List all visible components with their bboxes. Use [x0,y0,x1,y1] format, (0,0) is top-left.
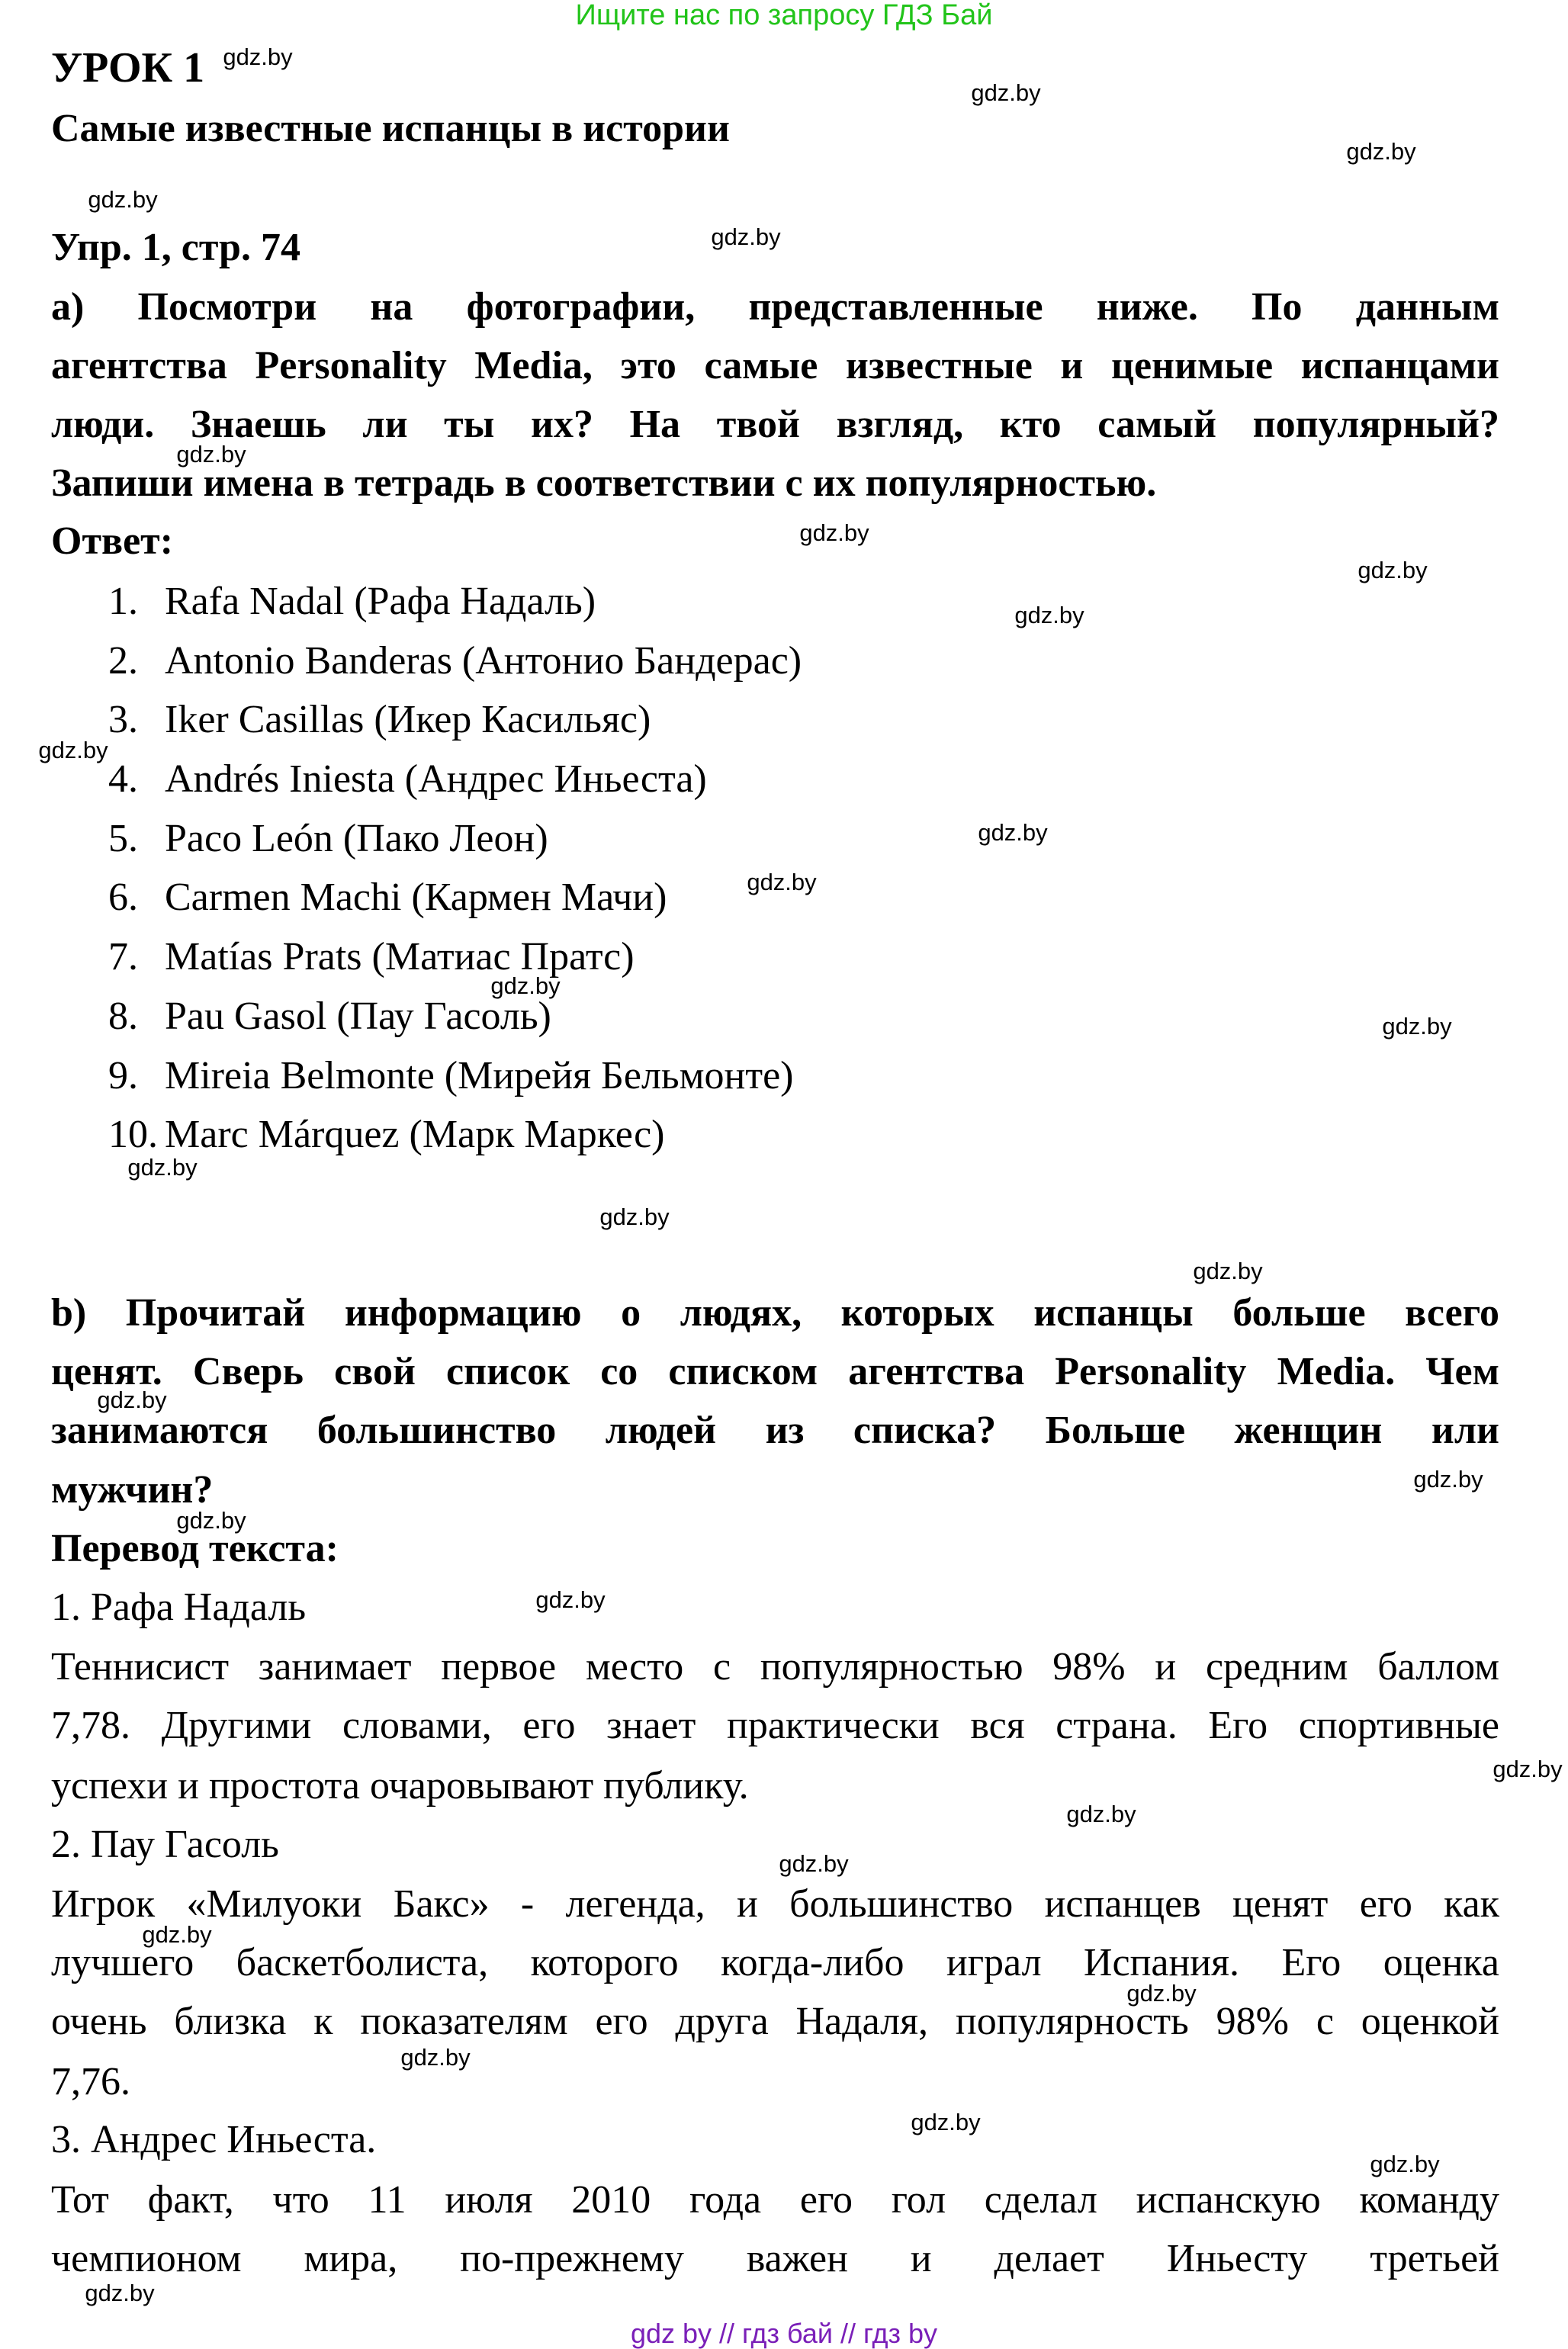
list-number: 1. [108,580,138,623]
watermark: gdz.by [971,79,1041,106]
watermark: gdz.by [1492,1756,1563,1782]
paragraph-line: 7,78. Другими словами, его знает практически вся страна. Его спортивные [51,1704,1499,1747]
watermark: gdz.by [599,1203,670,1230]
task-a-line: люди. Знаешь ли ты их? На твой взгляд, кто самый популярный? [51,403,1499,446]
watermark: gdz.by [223,43,293,70]
list-number: 7. [108,935,138,978]
list-number: 5. [108,817,138,860]
watermark: gdz.by [1382,1013,1452,1040]
list-number: 3. [108,698,138,741]
watermark: gdz.by [490,972,561,999]
task-a-line: агентства Personality Media, это самые известные и ценимые испанцами [51,344,1499,387]
watermark: gdz.by [911,2109,981,2135]
list-item: Paco León (Пако Леон) [165,817,548,860]
list-item: Matías Prats (Матиас Пратс) [165,935,635,978]
watermark: gdz.by [1413,1466,1483,1493]
task-a-line: Запиши имена в тетрадь в соответствии с их популярностью. [51,461,1157,505]
paragraph-line: Теннисист занимает первое место с популярностью 98% и средним баллом [51,1645,1499,1689]
watermark: gdz.by [535,1586,606,1613]
watermark: gdz.by [747,869,817,895]
paragraph-line: успехи и простота очаровывают публику. [51,1764,749,1808]
list-item: Rafa Nadal (Рафа Надаль) [165,580,596,623]
list-item: Antonio Banderas (Антонио Бандерас) [165,639,802,683]
watermark: gdz.by [176,1507,246,1534]
person-heading: 3. Андрес Иньеста. [51,2118,377,2161]
list-item: Pau Gasol (Пау Гасоль) [165,995,551,1038]
watermark: gdz.by [799,519,869,546]
list-item: Mireia Belmonte (Мирейя Бельмонте) [165,1054,794,1097]
watermark: gdz.by [85,2280,155,2306]
list-number: 4. [108,757,138,801]
watermark: gdz.by [400,2044,471,2071]
paragraph-line: Игрок «Милуоки Бакс» - легенда, и большинство испанцев ценят его как [51,1882,1499,1926]
watermark: gdz.by [1358,557,1428,583]
answer-label: Ответ: [51,519,174,563]
lesson-subtitle: Самые известные испанцы в истории [51,107,730,150]
task-b-line: мужчин? [51,1468,214,1512]
watermark: gdz.by [978,819,1048,846]
watermark: gdz.by [142,1921,212,1948]
task-a-line: а) Посмотри на фотографии, представленные ниже. По данным [51,285,1499,329]
watermark: gdz.by [38,737,108,763]
watermark: gdz.by [711,223,781,250]
paragraph-line: чемпионом мира, по-прежнему важен и делает Иньесту третьей [51,2237,1499,2280]
list-item: Carmen Machi (Кармен Мачи) [165,876,667,919]
watermark: gdz.by [1014,602,1084,628]
watermark: gdz.by [1346,138,1416,165]
watermark: gdz.by [88,186,158,213]
footer-banner: gdz by // гдз бай // гдз by [630,2318,938,2349]
lesson-title: УРОК 1 [51,44,205,92]
paragraph-line: Тот факт, что 11 июля 2010 года его гол сделал испанскую команду [51,2178,1499,2222]
task-b-line: занимаются большинство людей из списка? Больше женщин или [51,1409,1499,1452]
watermark: gdz.by [127,1154,198,1181]
list-number: 2. [108,639,138,683]
translation-label: Перевод текста: [51,1527,339,1570]
paragraph-line: 7,76. [51,2060,130,2103]
task-b-line: b) Прочитай информацию о людях, которых испанцы больше всего [51,1291,1499,1335]
list-number: 8. [108,995,138,1038]
header-banner: Ищите нас по запросу ГДЗ Бай [575,0,993,31]
list-item: Andrés Iniesta (Андрес Иньеста) [165,757,707,801]
exercise-heading: Упр. 1, стр. 74 [51,226,300,269]
paragraph-line: очень близка к показателям его друга Надаля, популярность 98% с оценкой [51,2000,1499,2043]
watermark: gdz.by [1370,2151,1440,2177]
list-number: 10. [108,1113,158,1156]
list-item: Marc Márquez (Марк Маркес) [165,1113,665,1156]
person-heading: 1. Рафа Надаль [51,1586,307,1629]
watermark: gdz.by [779,1850,849,1877]
watermark: gdz.by [97,1387,167,1413]
task-b-line: ценят. Сверь свой список со списком агентства Personality Media. Чем [51,1350,1499,1393]
watermark: gdz.by [1193,1258,1263,1284]
watermark: gdz.by [1066,1801,1136,1827]
person-heading: 2. Пау Гасоль [51,1823,279,1866]
watermark: gdz.by [1126,1980,1197,2007]
watermark: gdz.by [176,441,246,468]
list-number: 9. [108,1054,138,1097]
list-number: 6. [108,876,138,919]
list-item: Iker Casillas (Икер Касильяс) [165,698,651,741]
paragraph-line: лучшего баскетболиста, которого когда-либо играл Испания. Его оценка [51,1941,1499,1984]
